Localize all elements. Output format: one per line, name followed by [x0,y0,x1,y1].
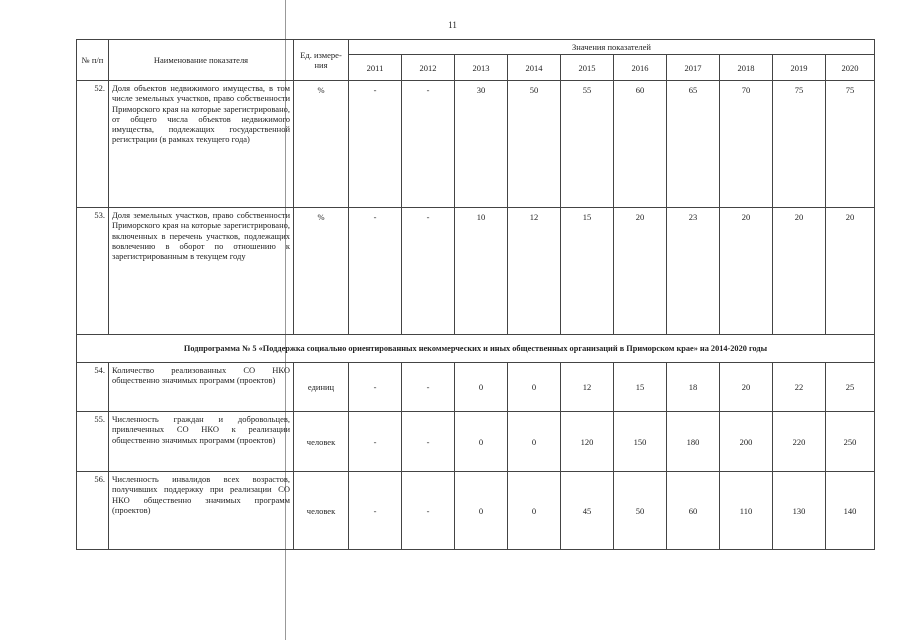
table-row [77,363,875,412]
header-year: 2014 [508,55,561,81]
row-unit: единиц [294,363,349,412]
row-unit: % [294,208,349,335]
row-value: 0 [455,472,508,550]
row-value: 20 [614,208,667,335]
row-value: 130 [773,472,826,550]
row-index: 54. [77,363,109,412]
row-value: 65 [667,81,720,208]
row-value: 0 [508,363,561,412]
header-year: 2018 [720,55,773,81]
row-unit: человек [294,412,349,472]
header-year: 2011 [349,55,402,81]
row-value: 10 [455,208,508,335]
row-value: 0 [508,472,561,550]
header-index: № п/п [77,40,109,81]
header-year: 2017 [667,55,720,81]
row-value: - [402,208,455,335]
row-value: - [402,363,455,412]
row-value: 20 [773,208,826,335]
row-name: Доля объектов недвижимого имущества, в том числе земельных участков, право собственности Приморского края на которые зарегистрировано, от общего числа объектов недвижимого имущества, подлежащих государственной регистрации (в рамках текущего года) [109,81,294,208]
row-value: 30 [455,81,508,208]
header-year: 2015 [561,55,614,81]
row-value: - [349,412,402,472]
row-value: - [349,363,402,412]
table-row [77,81,875,208]
row-value: 18 [667,363,720,412]
row-value: 70 [720,81,773,208]
table-row [77,472,875,550]
header-year: 2019 [773,55,826,81]
row-index: 53. [77,208,109,335]
row-value: 12 [561,363,614,412]
row-value: - [349,208,402,335]
row-value: - [349,81,402,208]
header-unit: Ед. измере- ния [294,40,349,81]
table-row [77,208,875,335]
row-index: 52. [77,81,109,208]
row-value: - [402,412,455,472]
row-value: 12 [508,208,561,335]
row-value: 0 [455,412,508,472]
row-index: 56. [77,472,109,550]
row-value: 15 [614,363,667,412]
page-number: 11 [448,20,457,30]
row-value: 200 [720,412,773,472]
subprogram-title: Подпрограмма № 5 «Поддержка социально ориентированных некоммерческих и иных общественных организаций в Приморском крае» на 2014-2020 годы [77,335,875,363]
row-value: 0 [455,363,508,412]
header-year: 2012 [402,55,455,81]
row-name: Численность граждан и добровольцев, привлеченных СО НКО к реализации общественно значимых программ (проектов) [109,412,294,472]
row-value: 20 [826,208,875,335]
row-unit: % [294,81,349,208]
row-index: 55. [77,412,109,472]
row-value: - [402,81,455,208]
row-value: 75 [773,81,826,208]
row-value: 120 [561,412,614,472]
header-name: Наименование показателя [109,40,294,81]
row-value: 22 [773,363,826,412]
row-value: - [349,472,402,550]
header-year: 2013 [455,55,508,81]
row-value: 60 [614,81,667,208]
row-value: - [402,472,455,550]
row-value: 250 [826,412,875,472]
row-value: 180 [667,412,720,472]
indicators-table [76,39,875,550]
header-year: 2016 [614,55,667,81]
row-value: 220 [773,412,826,472]
row-name: Доля земельных участков, право собственности Приморского края на которые зарегистрировано, включенных в перечень участков, подлежащих вовлечению в оборот по отношению к зарегистрированным в текущем году [109,208,294,335]
subprogram-row [77,335,875,363]
row-value: 23 [667,208,720,335]
header-year: 2020 [826,55,875,81]
row-value: 75 [826,81,875,208]
header-values-group: Значения показателей [349,40,875,55]
row-value: 150 [614,412,667,472]
row-value: 20 [720,363,773,412]
row-value: 25 [826,363,875,412]
row-name: Численность инвалидов всех возрастов, получивших поддержку при реализации СО НКО общественно значимых программ (проектов) [109,472,294,550]
row-value: 110 [720,472,773,550]
row-value: 0 [508,412,561,472]
table-row [77,412,875,472]
row-value: 50 [508,81,561,208]
row-value: 60 [667,472,720,550]
row-value: 45 [561,472,614,550]
row-name: Количество реализованных СО НКО общественно значимых программ (проектов) [109,363,294,412]
row-value: 55 [561,81,614,208]
row-value: 20 [720,208,773,335]
row-value: 15 [561,208,614,335]
row-value: 140 [826,472,875,550]
row-unit: человек [294,472,349,550]
row-value: 50 [614,472,667,550]
